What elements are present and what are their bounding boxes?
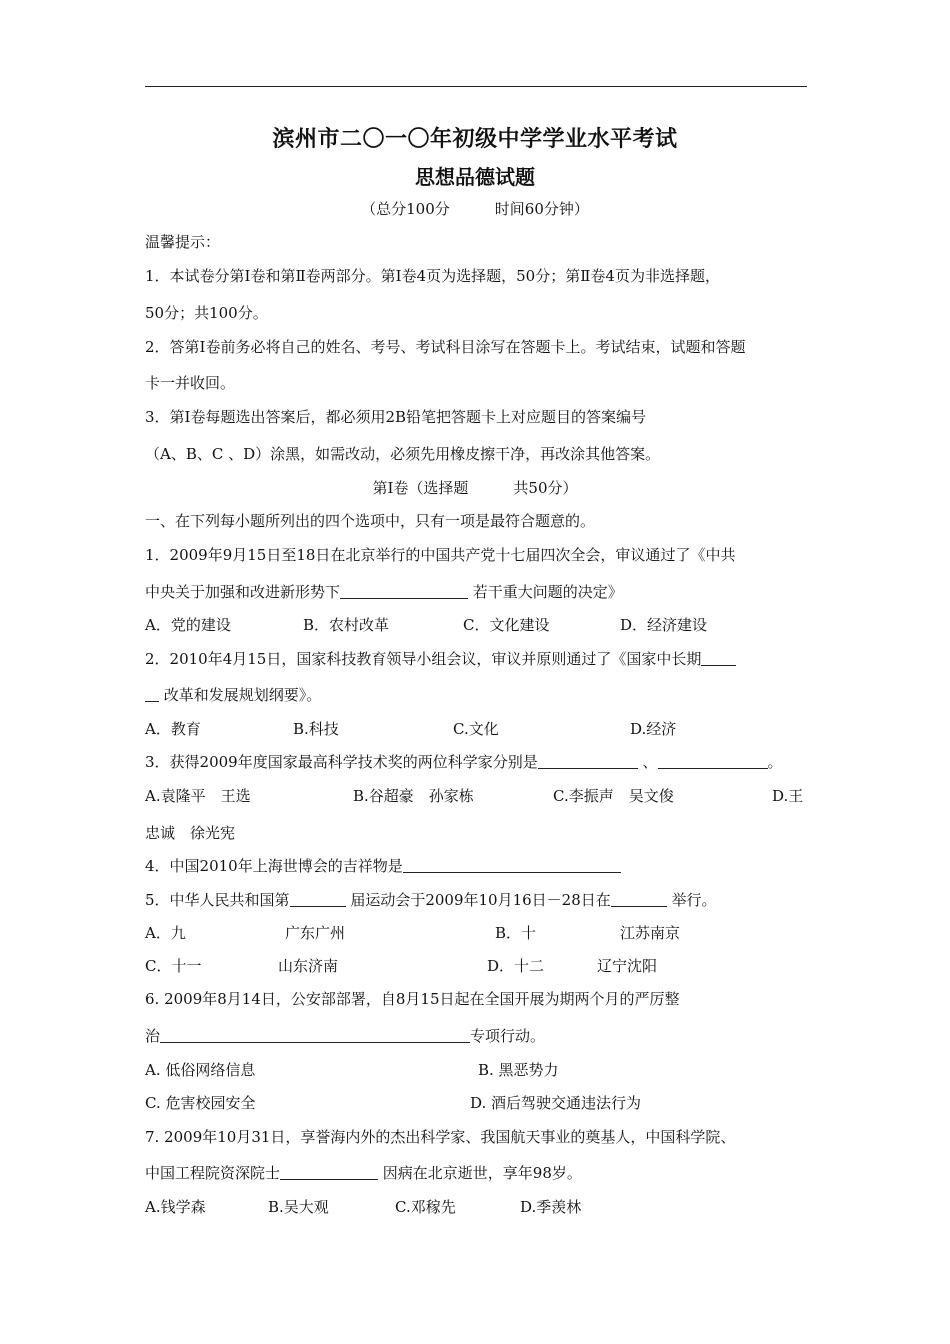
section-instruction: 一、在下列每小题所列出的四个选项中，只有一项是最符合题意的。 bbox=[145, 512, 596, 530]
question-text-part: 中央关于加强和改进新形势下 bbox=[145, 583, 341, 601]
question-text-part: 因病在北京逝世，享年98岁。 bbox=[378, 1164, 582, 1182]
tips-line: 2．答第Ⅰ卷前务必将自己的姓名、考号、考试科目涂写在答题卡上。考试结束，试题和答题 bbox=[145, 338, 746, 356]
question-text bbox=[145, 1026, 545, 1046]
option: B. 黑恶势力 bbox=[478, 1061, 559, 1079]
question-text: 6. 2009年8月14日，公安部部署，自8月15日起在全国开展为期两个月的严厉整 bbox=[145, 990, 680, 1008]
option: A．党的建设 bbox=[145, 616, 231, 634]
answer-blank bbox=[340, 584, 468, 599]
option: 广东广州 bbox=[285, 924, 346, 942]
question-text-part: 改革和发展规划纲要》。 bbox=[159, 686, 322, 704]
option: C．十一 bbox=[145, 957, 202, 975]
question-text-part: 。 bbox=[767, 753, 783, 771]
question-text bbox=[145, 582, 623, 602]
answer-blank bbox=[145, 687, 159, 702]
exam-meta: （总分100分 时间60分钟） bbox=[361, 200, 589, 218]
exam-subject: 思想品德试题 bbox=[415, 165, 535, 189]
question-text bbox=[145, 890, 717, 910]
exam-title: 滨州市二〇一〇年初级中学学业水平考试 bbox=[272, 127, 678, 152]
question-text-part: 3．获得2009年度国家最高科学技术奖的两位科学家分别是 bbox=[145, 753, 538, 771]
answer-blank bbox=[658, 754, 768, 769]
question-text-part: 、 bbox=[637, 753, 658, 771]
option: D. 酒后驾驶交通违法行为 bbox=[470, 1094, 642, 1112]
option: A.钱学森 bbox=[145, 1198, 206, 1216]
option: D.王 bbox=[772, 787, 804, 805]
option: D．经济建设 bbox=[620, 616, 708, 634]
option: B.谷超豪 孙家栋 bbox=[353, 787, 474, 805]
option: C.邓稼先 bbox=[395, 1198, 456, 1216]
answer-blank bbox=[538, 754, 638, 769]
question-text: 7. 2009年10月31日，享誉海内外的杰出科学家、我国航天事业的奠基人，中国科学院、 bbox=[145, 1128, 736, 1146]
question-text-part: 2．2010年4月15日，国家科技教育领导小组会议，审议并原则通过了《国家中长期 bbox=[145, 650, 702, 668]
answer-blank bbox=[611, 892, 667, 907]
option: 辽宁沈阳 bbox=[597, 957, 658, 975]
question-text-part: 若干重大问题的决定》 bbox=[468, 583, 623, 601]
tips-line: （A、B、C 、D）涂黑，如需改动，必须先用橡皮擦干净，再改涂其他答案。 bbox=[145, 445, 661, 463]
question-text-part: 专项行动。 bbox=[470, 1027, 546, 1045]
option: B．十 bbox=[495, 924, 537, 942]
option: D．十二 bbox=[487, 957, 545, 975]
option: A．九 bbox=[145, 924, 186, 942]
answer-blank bbox=[280, 1165, 378, 1180]
tips-line: 1．本试卷分第Ⅰ卷和第Ⅱ卷两部分。第Ⅰ卷4页为选择题，50分；第Ⅱ卷4页为非选择题， bbox=[145, 267, 720, 285]
question-text-part: 4．中国2010年上海世博会的吉祥物是 bbox=[145, 857, 403, 875]
question-text-part: 举行。 bbox=[666, 891, 717, 909]
option: C.文化 bbox=[453, 720, 499, 738]
option: C. 危害校园安全 bbox=[145, 1094, 256, 1112]
question-text bbox=[145, 752, 783, 772]
option-continued: 忠诚 徐光宪 bbox=[145, 824, 236, 842]
option: 江苏南京 bbox=[620, 924, 681, 942]
question-text-part: 治 bbox=[145, 1027, 161, 1045]
answer-blank bbox=[403, 858, 621, 873]
option: A.袁隆平 王选 bbox=[145, 787, 251, 805]
question-text bbox=[145, 1163, 582, 1183]
answer-blank bbox=[160, 1028, 470, 1043]
answer-blank bbox=[290, 892, 346, 907]
option: C.李振声 吴文俊 bbox=[553, 787, 674, 805]
question-text bbox=[145, 856, 621, 876]
question-text-part: 届运动会于2009年10月16日－28日在 bbox=[345, 891, 611, 909]
tips-line: 卡一并收回。 bbox=[145, 374, 236, 392]
question-text-part: 中国工程院资深院士 bbox=[145, 1164, 281, 1182]
option: A．教育 bbox=[145, 720, 201, 738]
option: 山东济南 bbox=[278, 957, 339, 975]
option: A. 低俗网络信息 bbox=[145, 1061, 256, 1079]
answer-blank bbox=[701, 651, 736, 666]
question-text bbox=[145, 649, 736, 669]
question-text bbox=[145, 685, 321, 705]
section-title: 第Ⅰ卷（选择题 共50分） bbox=[372, 479, 578, 497]
option: B.科技 bbox=[293, 720, 339, 738]
tips-heading: 温馨提示： bbox=[145, 233, 221, 251]
tips-line: 50分；共100分。 bbox=[145, 304, 268, 322]
question-text: 1．2009年9月15日至18日在北京举行的中国共产党十七届四次全会，审议通过了《中共 bbox=[145, 546, 736, 564]
option: D.季羡林 bbox=[520, 1198, 582, 1216]
option: D.经济 bbox=[630, 720, 677, 738]
tips-line: 3．第Ⅰ卷每题选出答案后，都必须用2B铅笔把答题卡上对应题目的答案编号 bbox=[145, 408, 647, 426]
option: C．文化建设 bbox=[463, 616, 550, 634]
question-text-part: 5．中华人民共和国第 bbox=[145, 891, 290, 909]
option: B.吴大观 bbox=[268, 1198, 329, 1216]
top-rule bbox=[145, 86, 807, 87]
option: B．农村改革 bbox=[303, 616, 390, 634]
